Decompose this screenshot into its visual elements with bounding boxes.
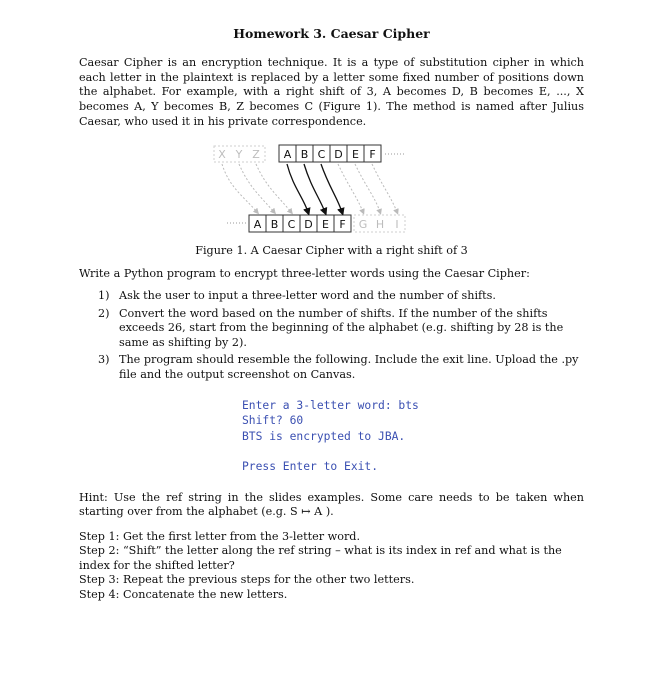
bottom-faded-letter: H — [375, 218, 385, 232]
list-text: Convert the word based on the number of shifts. If the number of the shifts exceeds 26, start from the beginning of the alphabet (e.g. shifting by 28 is the same as shifting by 2). — [119, 306, 564, 349]
console-line: BTS is encrypted to JBA. — [242, 429, 406, 443]
list-item — [79, 307, 584, 351]
top-letter: B — [300, 148, 309, 162]
console-line: Enter a 3-letter word: bts — [242, 398, 419, 412]
top-letter: C — [317, 148, 326, 162]
hint-paragraph: Hint: Use the ref string in the slides examples. Some care needs to be taken when starting over from the alphabet (e.g. S ↦ A ). — [79, 490, 584, 519]
top-letter: A — [283, 148, 292, 162]
intro-paragraph: Caesar Cipher is an encryption technique. It is a type of substitution cipher in which each letter in the plaintext is replaced by a letter some fixed number of positions down the alphabet. For example, with a right shift of 3, A becomes D, B becomes E, ..., X becomes A, Y becomes B, Z becomes C (Figure 1). The method is named after Julius Caesar, who used it in his private correspondence. — [79, 56, 584, 128]
list-number: 3) — [98, 353, 110, 367]
list-text: The program should resemble the following. Include the exit line. Upload the .py file and the output screenshot on Canvas. — [119, 353, 579, 381]
top-faded-letter: Z — [252, 148, 260, 162]
bottom-letter: F — [339, 218, 346, 232]
top-letter: F — [369, 148, 376, 162]
top-alphabet-row — [279, 145, 381, 162]
task-intro: Write a Python program to encrypt three-letter words using the Caesar Cipher: — [79, 266, 530, 280]
console-sample-output — [242, 398, 584, 475]
console-line: Press Enter to Exit. — [242, 460, 379, 474]
step-details — [79, 530, 584, 603]
list-number: 2) — [98, 306, 110, 320]
bottom-faded-letter: G — [358, 218, 368, 232]
bottom-letter: A — [253, 218, 262, 232]
caesar-cipher-figure — [79, 142, 584, 234]
figure-caption: Figure 1. A Caesar Cipher with a right shift of 3 — [195, 244, 468, 258]
bottom-letter: E — [322, 218, 329, 232]
bottom-faded-letter: I — [395, 218, 399, 232]
step-detail: Step 4: Concatenate the new letters. — [79, 587, 288, 601]
step-detail: Step 1: Get the first letter from the 3-letter word. — [79, 529, 361, 543]
top-faded-letter: X — [218, 148, 226, 162]
console-line: Shift? 60 — [242, 414, 304, 428]
requirements-list — [79, 289, 584, 382]
list-item — [79, 353, 584, 382]
page-title: Homework 3. Caesar Cipher — [233, 26, 430, 41]
step-detail: Step 2: “Shift” the letter along the ref string – what is its index in ref and what is the index for the shifted letter? — [79, 544, 562, 572]
cipher-diagram — [79, 142, 584, 234]
top-letter: E — [352, 148, 359, 162]
bottom-letter: D — [304, 218, 313, 232]
shift-arrows — [222, 164, 397, 212]
step-detail: Step 3: Repeat the previous steps for the other two letters. — [79, 573, 415, 587]
bottom-letter: C — [287, 218, 296, 232]
homework-page — [79, 26, 584, 603]
list-item — [79, 289, 584, 304]
bottom-alphabet-row — [249, 215, 351, 232]
list-text: Ask the user to input a three-letter word and the number of shifts. — [119, 289, 496, 303]
bottom-letter: B — [270, 218, 279, 232]
top-faded-letter: Y — [235, 148, 243, 162]
list-number: 1) — [98, 289, 110, 303]
top-letter: D — [334, 148, 343, 162]
